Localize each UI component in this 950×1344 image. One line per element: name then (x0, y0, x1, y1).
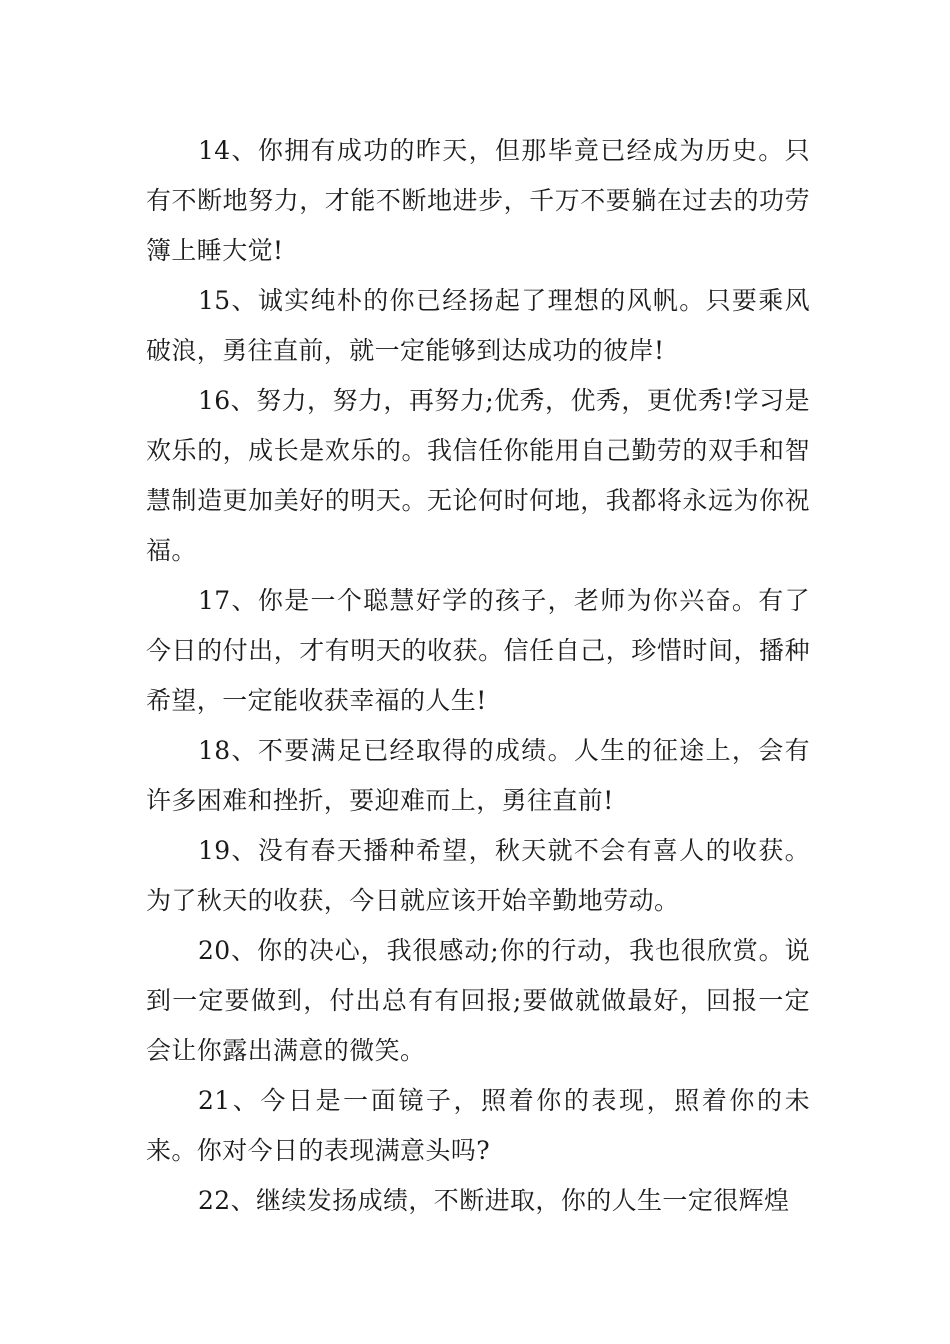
paragraph-18: 18、不要满足已经取得的成绩。人生的征途上，会有许多困难和挫折，要迎难而上，勇往直前! (146, 736, 810, 815)
paragraph-22: 22、继续发扬成绩，不断进取，你的人生一定很辉煌 (198, 1186, 790, 1215)
paragraph-14: 14、你拥有成功的昨天，但那毕竟已经成为历史。只有不断地努力，才能不断地进步，千万不要躺在过去的功劳簿上睡大觉! (146, 136, 810, 265)
paragraph-19: 19、没有春天播种希望，秋天就不会有喜人的收获。为了秋天的收获，今日就应该开始辛勤地劳动。 (146, 836, 810, 915)
paragraph-20: 20、你的决心，我很感动;你的行动，我也很欣赏。说到一定要做到，付出总有有回报;要做就做最好，回报一定会让你露出满意的微笑。 (146, 936, 810, 1065)
paragraph-16: 16、努力，努力，再努力;优秀，优秀，更优秀!学习是欢乐的，成长是欢乐的。我信任你能用自己勤劳的双手和智慧制造更加美好的明天。无论何时何地，我都将永远为你祝福。 (146, 386, 810, 565)
document-body (146, 126, 810, 1226)
paragraph-15: 15、诚实纯朴的你已经扬起了理想的风帆。只要乘风破浪，勇往直前，就一定能够到达成功的彼岸! (146, 286, 810, 365)
paragraph-21: 21、今日是一面镜子，照着你的表现，照着你的未来。你对今日的表现满意头吗? (146, 1086, 810, 1165)
paragraph-17: 17、你是一个聪慧好学的孩子，老师为你兴奋。有了今日的付出，才有明天的收获。信任自己，珍惜时间，播种希望，一定能收获幸福的人生! (146, 586, 810, 715)
